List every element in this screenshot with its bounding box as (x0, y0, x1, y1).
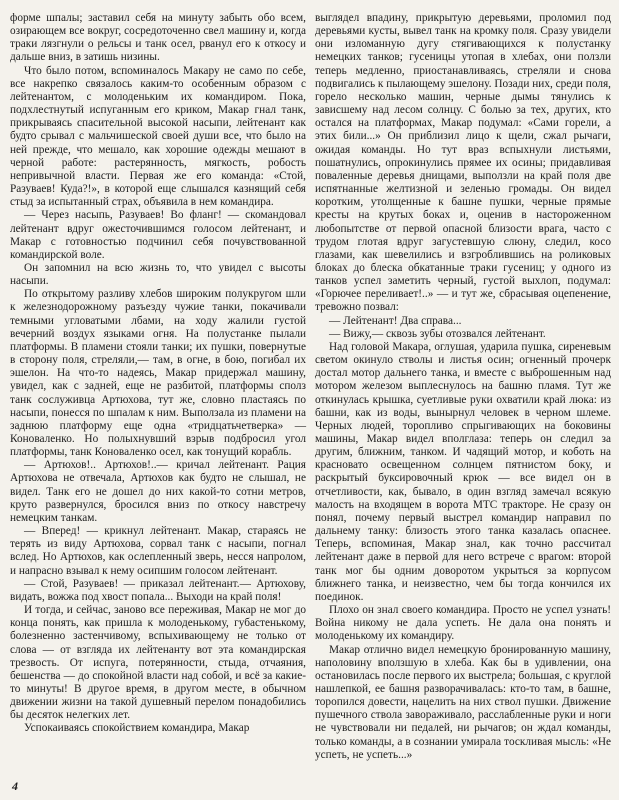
paragraph: По открытому разливу хлебов широким полукругом шли к железнодорожному разъезду чужие танки, покачивали темными угловатыми лбами, на ходу жалили густой вечерний воздух языками огня. На полустанке пылали платформы. В пламени стояли танки; их пушки, повернутые в сторону поля, стреляли,— там, в огне, в бою, погибал их эшелон. На что-то надеясь, Макар придержал машину, увидел, как с задней, еще не разбитой, платформы сполз танк сослуживца Артюхова, тут же, словно пластаясь по насыпи, понесся по шпалам к ним. Выползала из пламени на заднюю платформу еще одна «тридцатьчетверка» — Коноваленко. Но полыхнувший взрыв подбросил угол платформы, танк Коноваленко осел, как тонущий корабль. (10, 288, 306, 459)
paragraph: Макар отлично видел немецкую бронированную машину, наполовину вползшую в хлеба. Как бы в удивлении, она остановилась после первого их выстрела; большая, с круглой нашлепкой, ее башня разворачивалась: кто-то там, в башне, торопился довести, нацелить на них ствол пушки. Движение пушечного ствола завораживало, расслабленные руки и ноги не чувствовали ни педалей, ни рычагов; он ждал команды, только команды, а в сознании умирала тоскливая мысль: «Не успеть, не успеть...» (315, 643, 611, 761)
paragraph: форме шпалы; заставил себя на минуту забыть обо всем, озирающем все вокруг, сосредоточенно свел машину и, когда траки лязгнули о рельсы и танк осел, рванул его к откосу и дальше вниз, в затишь низины. (10, 12, 306, 64)
paragraph: Плохо он знал своего командира. Просто не успел узнать! Война никому не дала успеть. Не дала она понять и молоденькому их командиру. (315, 604, 611, 643)
paragraph: И тогда, и сейчас, заново все переживая, Макар не мог до конца понять, как пришла к молоденькому, губастенькому, болезненно застенчивому, вспыхивающему не только от слова — от взгляда их лейтенанту вот эта командирская трезвость. От испуга, потерянности, стыда, отчаяния, бешенства — до спокойной власти над собой, и всё за какие-то минуты! В другое время, в другом месте, в обычном движении жизни на такой душевный перелом понадобились бы десяток нелегких лет. (10, 604, 306, 722)
left-column (10, 12, 306, 736)
paragraph: — Вижу,— сквозь зубы отозвался лейтенант. (329, 327, 546, 340)
paragraph: Над головой Макара, оглушая, ударила пушка, сиреневым светом окинуло стволы и листья осин; огненный прочерк достал мотор дальнего танка, и вместе с выброшенным над мотором железом выплеснулось на башню пламя. Тут же откинулась крышка, суетливые руки охватили край люка: из башни, как из воды, вынырнул человек в черном шлеме. Черных людей, торопливо спрыгивающих на боковины машины, Макар видел вполглаза: теперь он следил за другим, ближним, танком. И чадящий мотор, и коботь на красновато освещенном солнцем пятнистом боку, и раскрытый буксировочный крюк — все видел он в отчетливости, как, бывало, в один взгляд замечал всякую малость на входящем в ворота МТС тракторе. Не сразу он понял, почему первый выстрел командир направил по дальнему танку: близость этого танка казалась опаснее. Теперь, вспоминая, Макар знал, как точно рассчитал лейтенант даже в первой для него встрече с врагом: второй танк мог бы одним доворотом укрыться за корпусом ближнего танка, и неизвестно, чем бы тогда кончился их поединок. (315, 340, 611, 603)
paragraph: Успокаиваясь спокойствием командира, Макар (24, 722, 250, 735)
paragraph: Он запомнил на всю жизнь то, что увидел с высоты насыпи. (10, 261, 306, 288)
paragraph: Что было потом, вспоминалось Макару не само по себе, все накрепко связалось каким-то особенным образом с лейтенантом, с молоденьким их командиром. Пока, подхлестнутый испуганным его криком, Макар гнал танк, прикрываясь спасительной высокой насыпи, лейтенант как будто срывал с мальчишеской своей души все, что было на ней прежде, что мешало, как хорошие одежды мешают в черной работе: растерянность, мягкость, робость непривычной власти. Первая же его команда: «Стой, Разуваев! Куда?!», в которой еще слышался казнящий себя стыд за испытанный страх, объявила в нем командира. (10, 64, 306, 209)
paragraph: — Вперед! — крикнул лейтенант. Макар, стараясь не терять из виду Артюхова, сорвал танк с насыпи, погнал вслед. Но Артюхов, как ослепленный зверь, несся напролом, и напрасно взывал к нему осипшим голосом лейтенант. (10, 525, 306, 577)
paragraph: — Через насыпь, Разуваев! Во фланг! — скомандовал лейтенант вдруг ожесточившимся голосом лейтенант, и Макар с готовностью подчинил себя почувствованной командирской воле. (10, 209, 306, 261)
paragraph: — Артюхов!.. Артюхов!..— кричал лейтенант. Рация Артюхова не отвечала, Артюхов как будто не слышал, не видел. Танк его не дошел до них какой-то сотни метров, круто развернулся, бросился вниз по откосу навстречу немецким танкам. (10, 459, 306, 524)
right-column (315, 12, 611, 762)
paragraph: — Стой, Разуваев! — приказал лейтенант.— Артюхову, видать, вожжа под хвост попала... Выходи на край поля! (10, 577, 306, 603)
paragraph: выглядел впадину, прикрытую деревьями, проломил под деревьями кусты, вывел танк на кромку поля. Сразу увидели они изломанную дугу стягивающихся к полустанку немецких танков; гусеницы утопая в хлебах, они ползли теперь медленно, приостанавливаясь, стреляли и снова подвигались к пылающему эшелону. Позади них, среди поля, горело несколько машин, черные дымы тянулись к зависшему над лесом солнцу. С болью за тех, других, кто остался на платформах, Макар подумал: «Сами горели, а этих били...» Он приблизил лицо к щели, сжал рычаги, ожидая команды. Но тут враз вспыхнули листьями, пошатнулись, опрокинулись прямее их осины; придавливая поваленные деревья днищами, выползли на край поля две испятнанные желтизной и зеленью громады. Он видел коротким, утолщенные к башне пушки, черные прямые кресты на крутых боках и, оценив в настороженном любопытстве от первой опасной близости врага, часто с трудом глотая вдруг загустевшую слюну, следил, косо глазами, как шевелились и взгроблившись на роликовых блоках до блеска обкатанные траки гусениц; у одного из танков успел заметить черный, густой выхлоп, подумал: «Горючее переливает!..» — и тут же, сбрасывая оцепенение, тревожно позвал: (315, 12, 611, 314)
paragraph: — Лейтенант! Два справа... (329, 314, 462, 327)
page-number: 4 (12, 779, 18, 793)
